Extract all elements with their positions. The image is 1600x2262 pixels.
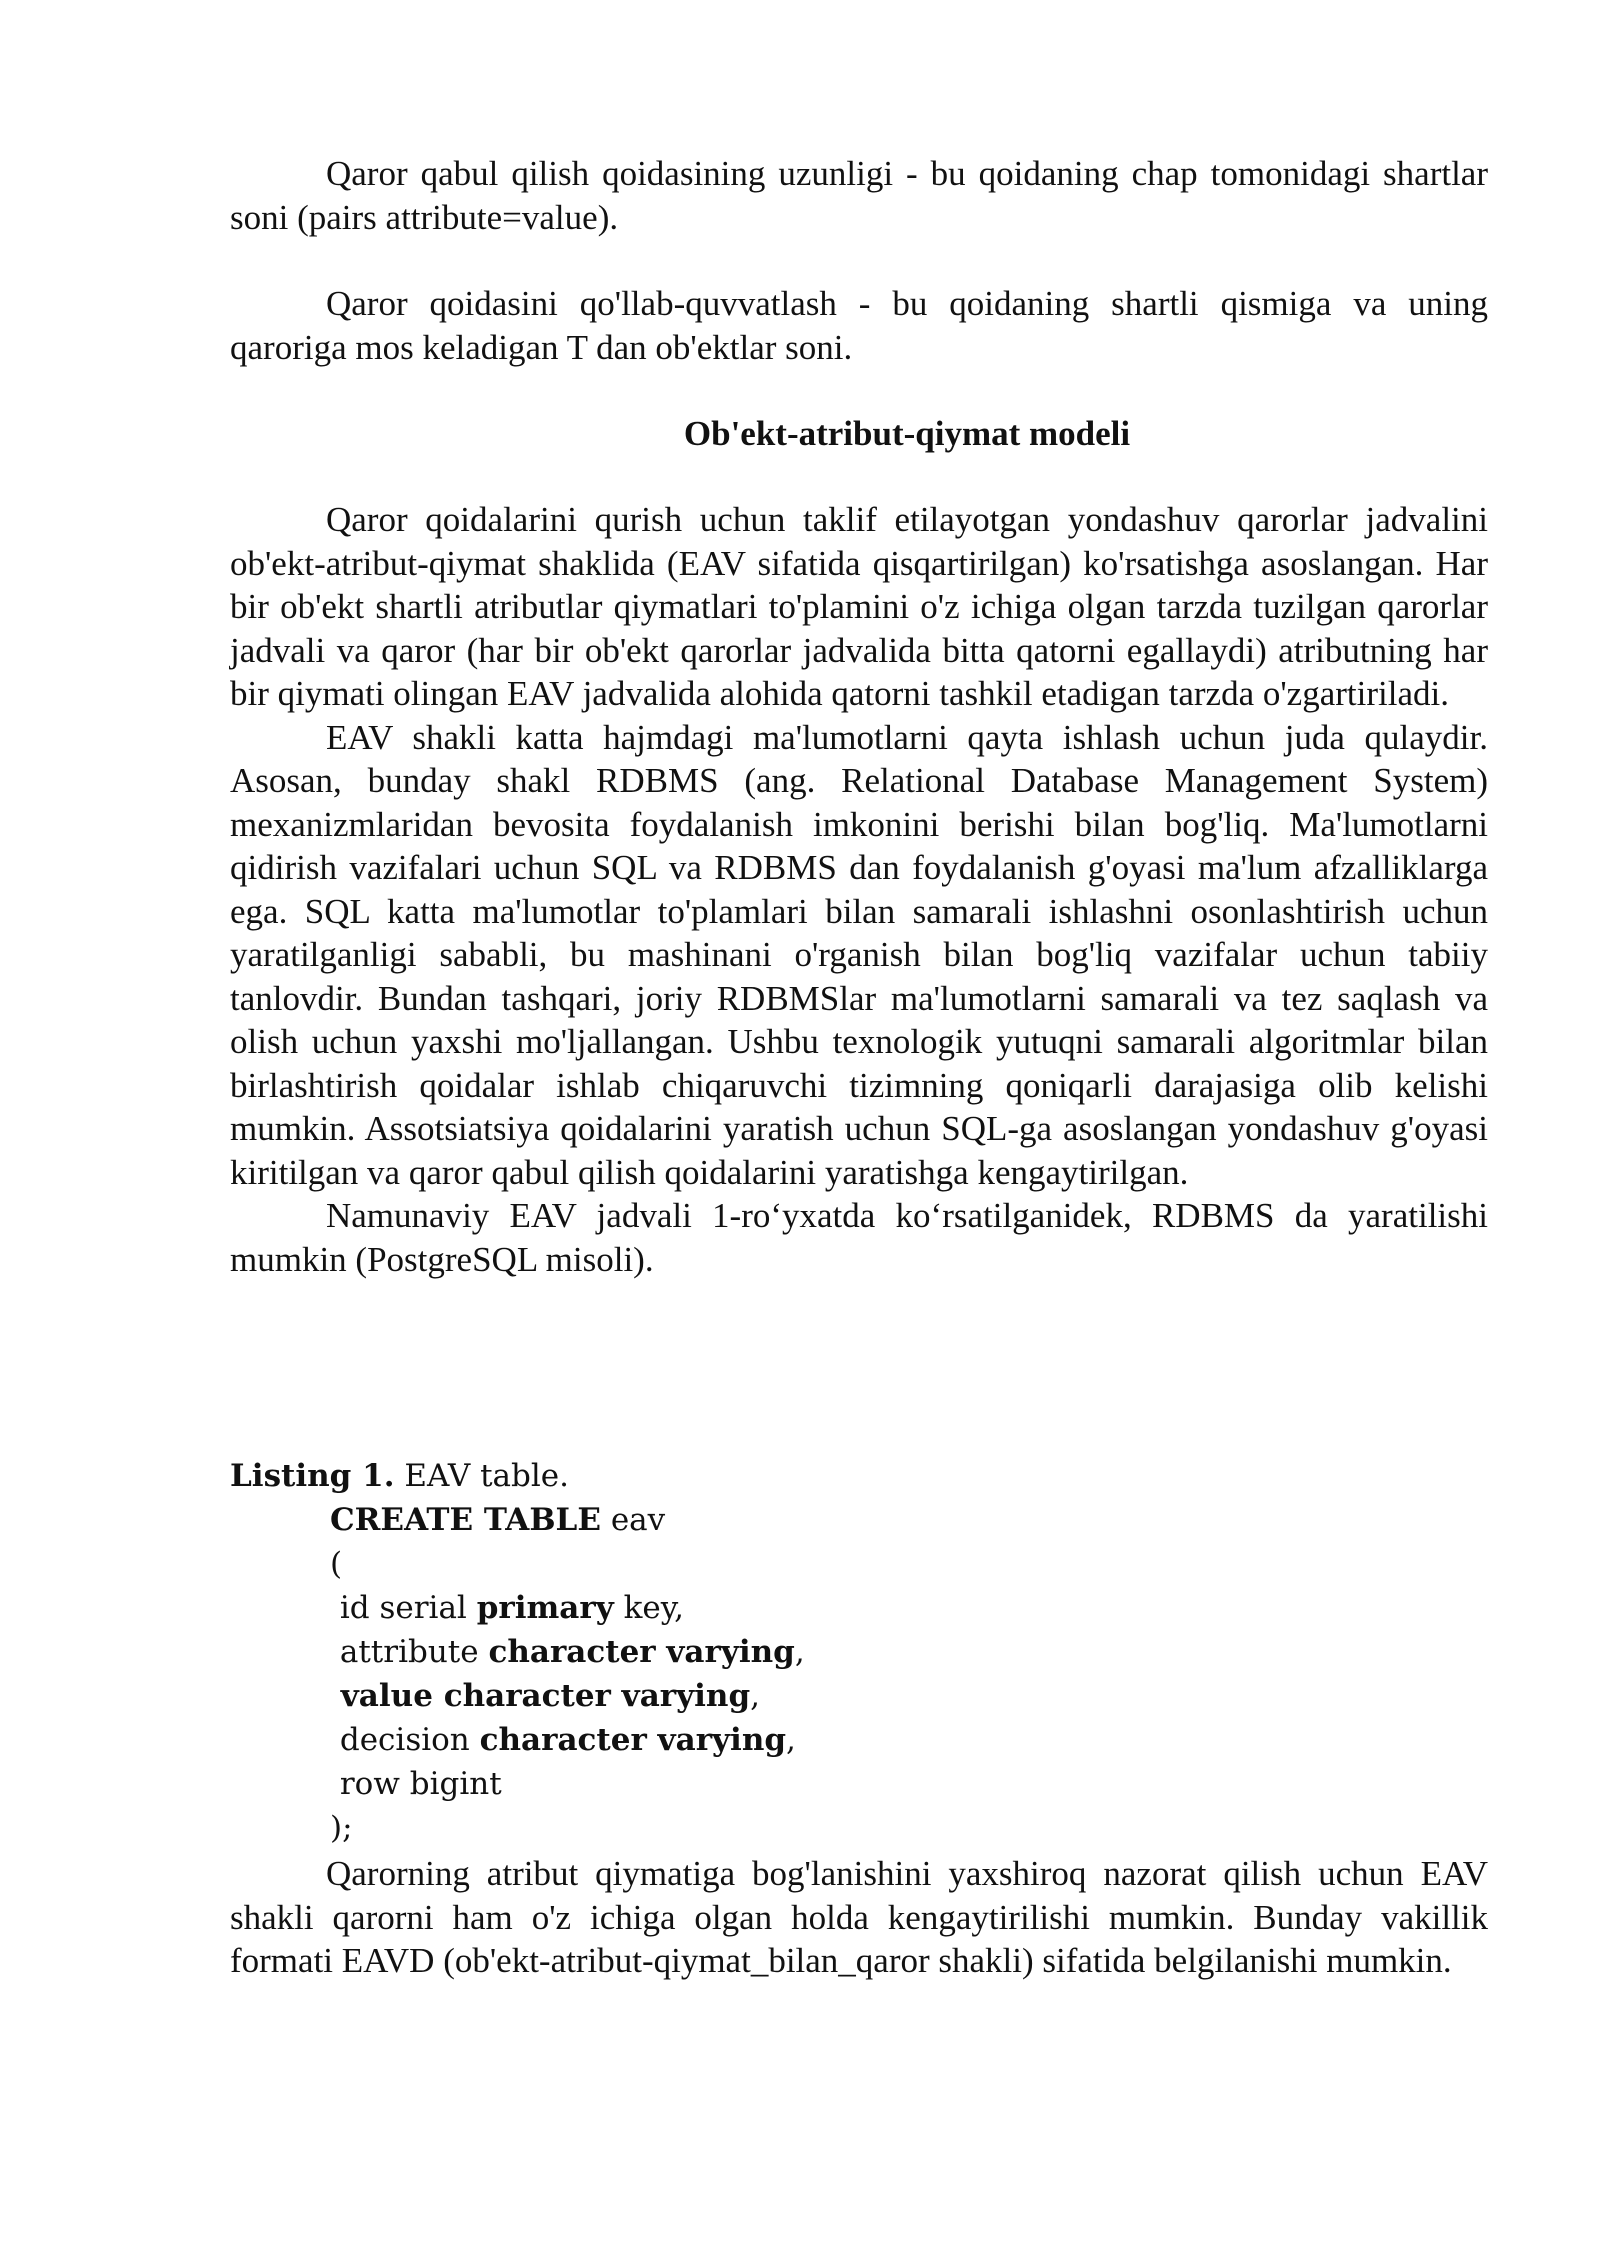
code-text: ); xyxy=(330,1810,353,1846)
code-line xyxy=(330,1630,1488,1674)
code-line xyxy=(330,1586,1488,1630)
paragraph-eav-intro xyxy=(230,498,1488,1281)
code-keyword: CREATE TABLE xyxy=(330,1502,601,1538)
paragraph-text: Qarorning atribut qiymatiga bog'lanishini yaxshiroq nazorat qilish uchun EAV shakli qarorni ham o'z ichiga olgan holda kengaytirilishi mumkin. Bunday vakillik formati EAVD (ob'ekt-atribut-qiymat_bilan_qaror shakli) sifatida belgilanishi mumkin. xyxy=(230,1854,1488,1980)
paragraph-rule-length xyxy=(230,152,1488,239)
section-heading-block xyxy=(230,412,1488,456)
code-text: , xyxy=(750,1678,760,1714)
paragraph-text: Qaror qabul qilish qoidasining uzunligi - bu qoidaning chap tomonidagi shartlar soni (pairs attribute=value). xyxy=(230,154,1488,237)
code-line xyxy=(330,1542,1488,1586)
code-text: decision xyxy=(330,1722,480,1758)
paragraph-text: EAV shakli katta hajmdagi ma'lumotlarni qayta ishlash uchun juda qulaydir. Asosan, bunday shakl RDBMS (ang. Relational Database Management System) mexanizmlaridan bevosita foydalanish imkonini berishi bilan bog'liq. Ma'lumotlarni qidirish vazifalari uchun SQL va RDBMS dan foydalanish g'oyasi ma'lum afzalliklarga ega. SQL katta ma'lumotlar to'plamlari bilan samarali ishlashni osonlashtirish uchun yaratilganligi sababli, bu mashinani o'rganish bilan bog'liq vazifalar uchun tabiiy tanlovdir. Bundan tashqari, joriy RDBMSlar ma'lumotlarni samarali va tez saqlash va olish uchun yaxshi mo'ljallangan. Ushbu texnologik yutuqni samarali algoritmlar bilan birlashtirish qoidalar ishlab chiqaruvchi tizimning qoniqarli darajasiga olib kelishi mumkin. Assotsiatsiya qoidalarini yaratish uchun SQL-ga asoslangan yondashuv g'oyasi kiritilgan va qaror qabul qilish qoidalarini yaratishga kengaytirilgan. xyxy=(230,717,1488,1192)
listing-block xyxy=(230,1454,1488,1850)
code-text: key, xyxy=(613,1590,684,1626)
code-line xyxy=(330,1674,1488,1718)
paragraph-rule-support xyxy=(230,282,1488,369)
code-line xyxy=(330,1762,1488,1806)
section-heading: Ob'ekt-atribut-qiymat modeli xyxy=(683,414,1131,453)
paragraph-text: Qaror qoidalarini qurish uchun taklif etilayotgan yondashuv qarorlar jadvalini ob'ekt-atribut-qiymat shaklida (EAV sifatida qisqartirilgan) ko'rsatishga asoslangan. Har bir ob'ekt shartli atributlar qiymatlari to'plamini o'z ichiga olgan tarzda tuzilgan qarorlar jadvali va qaror (har bir ob'ekt qarorlar jadvalida bitta qatorni egallaydi) atributning har bir qiymati olingan EAV jadvalida alohida qatorni tashkil etadigan tarzda o'zgartiriladi. xyxy=(230,500,1488,713)
code-text: id serial xyxy=(330,1590,477,1626)
listing-caption xyxy=(230,1454,1488,1498)
code-text: attribute xyxy=(330,1634,489,1670)
code-line xyxy=(330,1498,1488,1542)
paragraph-text: Qaror qoidasini qo'llab-quvvatlash - bu qoidaning shartli qismiga va uning qaroriga mos keladigan T dan ob'ektlar soni. xyxy=(230,284,1488,367)
code-text: row bigint xyxy=(330,1766,502,1802)
listing-caption-text: EAV table. xyxy=(394,1458,569,1494)
code-line xyxy=(330,1806,1488,1850)
paragraph-text: Namunaviy EAV jadvali 1-ro‘yxatda ko‘rsatilganidek, RDBMS da yaratilishi mumkin (PostgreSQL misoli). xyxy=(230,1196,1488,1279)
code-keyword: primary xyxy=(476,1590,614,1626)
code-listing xyxy=(330,1498,1488,1850)
code-text: eav xyxy=(600,1502,666,1538)
code-text: ( xyxy=(330,1546,343,1582)
code-text: , xyxy=(794,1634,805,1670)
code-line xyxy=(330,1718,1488,1762)
code-keyword: character varying xyxy=(488,1634,795,1670)
code-keyword: character varying xyxy=(479,1722,787,1758)
code-keyword: value character varying xyxy=(330,1678,751,1714)
listing-label: Listing 1. xyxy=(230,1458,395,1494)
paragraph-eavd xyxy=(230,1852,1488,1983)
code-text: , xyxy=(786,1722,796,1758)
